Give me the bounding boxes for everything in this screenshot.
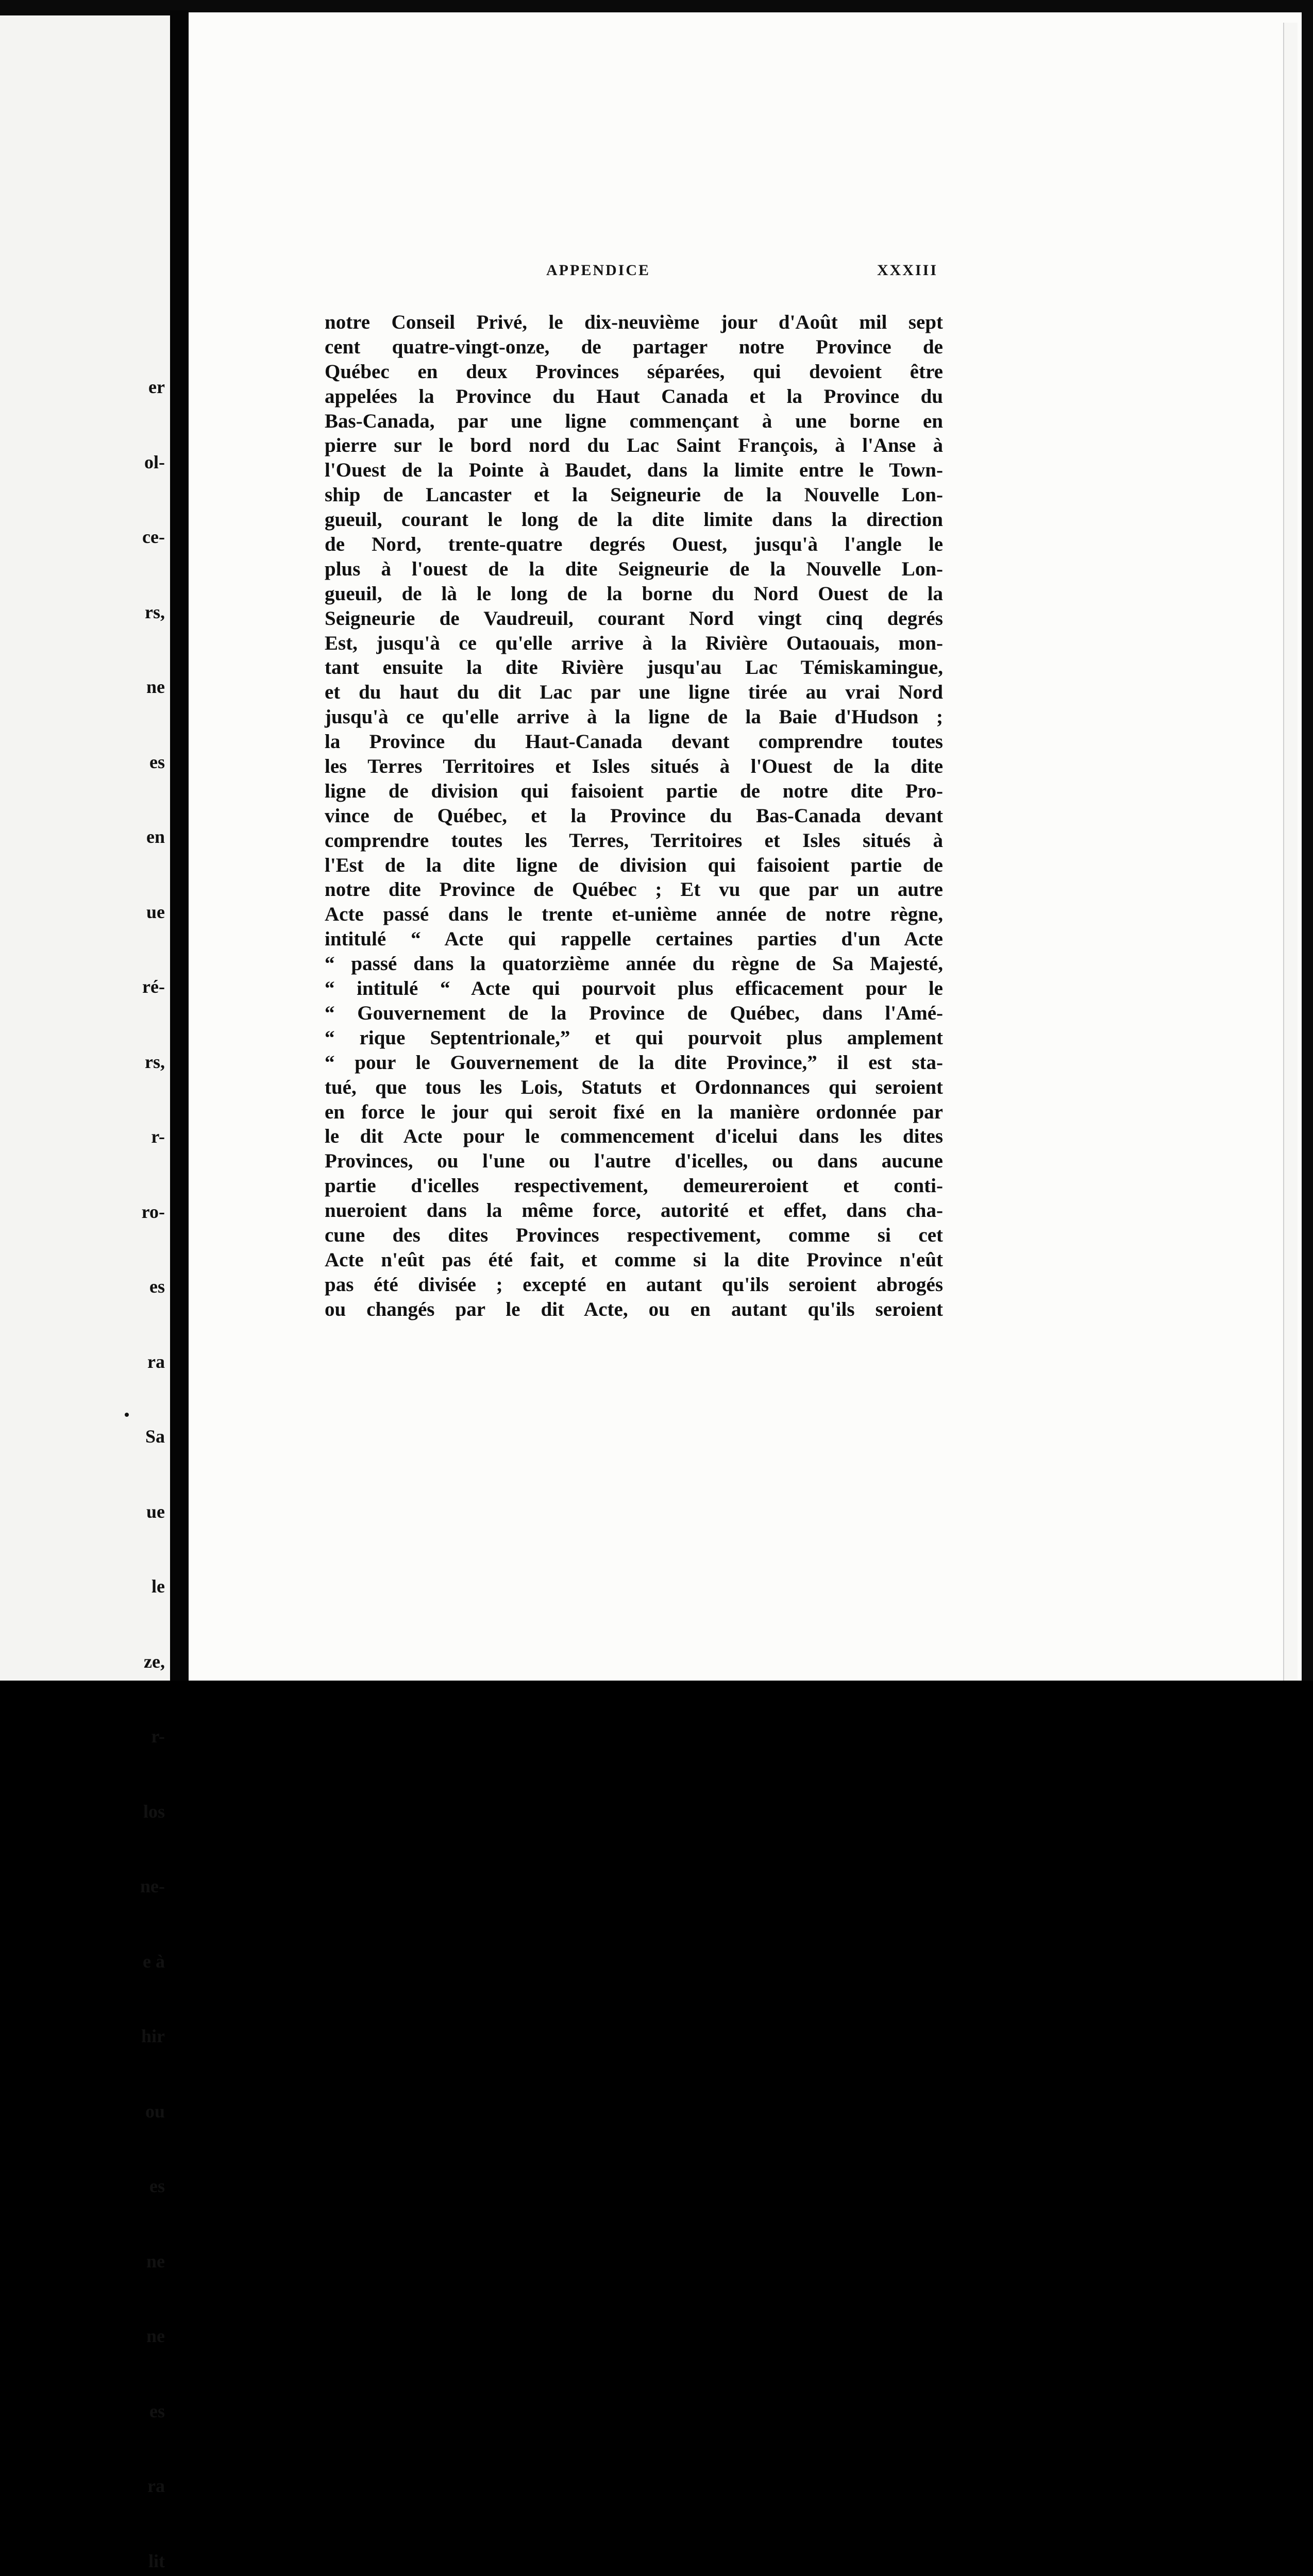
margin-fragment: ue — [146, 901, 165, 922]
text-line: Acte passé dans le trente et-unième année de notre règne, — [325, 903, 943, 926]
text-line: jusqu'à ce qu'elle arrive à la ligne de la Baie d'Hudson ; — [325, 706, 943, 728]
text-line: Est, jusqu'à ce qu'elle arrive à la Rivière Outaouais, mon- — [325, 632, 943, 654]
margin-fragment: e à — [143, 1951, 165, 1972]
margin-fragment: ra — [147, 1351, 165, 1372]
margin-fragment: ro- — [141, 1201, 165, 1222]
text-line: “ rique Septentrionale,” et qui pourvoit plus amplement — [325, 1026, 943, 1049]
text-line: gueuil, courant le long de la dite limite dans la direction — [325, 509, 943, 531]
text-line: tué, que tous les Lois, Statuts et Ordonnances qui seroient — [325, 1076, 943, 1098]
text-line: appelées la Province du Haut Canada et la Province du — [325, 385, 943, 408]
running-head-title: APPENDICE — [546, 262, 651, 279]
text-line: cent quatre-vingt-onze, de partager notre Province de — [325, 335, 943, 358]
text-line: Bas-Canada, par une ligne commençant à une borne en — [325, 410, 943, 432]
text-line: “ intitulé “ Acte qui pourvoit plus efficacement pour le — [325, 977, 943, 1000]
text-line: Provinces, ou l'une ou l'autre d'icelles, ou dans aucune — [325, 1150, 943, 1173]
text-line: ligne de division qui faisoient partie de notre dite Pro- — [325, 779, 943, 802]
page-edge-stack — [1283, 23, 1298, 1682]
text-line: et du haut du dit Lac par une ligne tirée au vrai Nord — [325, 681, 943, 704]
margin-fragment: le — [152, 1576, 165, 1597]
text-line: ship de Lancaster et la Seigneurie de la Nouvelle Lon- — [325, 484, 943, 506]
text-line: nueroient dans la même force, autorité et effet, dans cha- — [325, 1199, 943, 1222]
text-line: cune des dites Provinces respectivement, comme si cet — [325, 1224, 943, 1246]
margin-fragment: es — [149, 2400, 165, 2421]
text-line: “ pour le Gouvernement de la dite Province,” il est sta- — [325, 1051, 943, 1074]
running-head — [546, 262, 938, 287]
margin-fragment: ue — [146, 1501, 165, 1522]
margin-fragment: Sa — [145, 1426, 165, 1447]
left-page-margin-fragments — [103, 325, 165, 2576]
text-line: l'Ouest de la Pointe à Baudet, dans la limite entre le Town- — [325, 459, 943, 482]
text-line: en force le jour qui seroit fixé en la manière ordonnée par — [325, 1100, 943, 1123]
text-line: “ Gouvernement de la Province de Québec, dans l'Amé- — [325, 1002, 943, 1024]
margin-fragment: r- — [151, 1726, 165, 1747]
text-line: vince de Québec, et la Province du Bas-Canada devant — [325, 804, 943, 827]
text-line: partie d'icelles respectivement, demeureroient et conti- — [325, 1175, 943, 1197]
page-number: XXXIII — [877, 262, 938, 279]
margin-fragment: ne — [146, 2250, 165, 2272]
margin-fragment: rs, — [145, 1051, 165, 1072]
text-line: intitulé “ Acte qui rappelle certaines parties d'un Acte — [325, 928, 943, 951]
text-line: notre dite Province de Québec ; Et vu que par un autre — [325, 878, 943, 901]
margin-fragment: ce- — [142, 527, 165, 547]
text-line: Seigneurie de Vaudreuil, courant Nord vingt cinq degrés — [325, 607, 943, 630]
text-line: pierre sur le bord nord du Lac Saint François, à l'Anse à — [325, 434, 943, 457]
margin-fragment: los — [143, 1801, 165, 1822]
margin-fragment: ré- — [142, 976, 165, 997]
margin-fragment: en — [146, 826, 165, 847]
margin-fragment: es — [149, 2176, 165, 2196]
text-line: plus à l'ouest de la dite Seigneurie de la Nouvelle Lon- — [325, 557, 943, 580]
scan-bottom-border — [0, 1681, 1313, 1702]
ink-dot — [125, 1413, 129, 1417]
margin-fragment: ne — [146, 2326, 165, 2346]
text-line: les Terres Territoires et Isles situés à l'Ouest de la dite — [325, 755, 943, 778]
text-line: pas été divisée ; excepté en autant qu'ils seroient abrogés — [325, 1273, 943, 1296]
text-line: ou changés par le dit Acte, ou en autant qu'ils seroient — [325, 1298, 943, 1320]
margin-fragment: ol- — [144, 451, 165, 472]
margin-fragment: ne- — [140, 1876, 165, 1896]
body-text — [325, 310, 943, 1322]
margin-fragment: lit — [148, 2550, 165, 2571]
text-line: gueuil, de là le long de la borne du Nord Ouest de la — [325, 582, 943, 605]
margin-fragment: ne — [146, 676, 165, 697]
text-line: comprendre toutes les Terres, Territoires et Isles situés à — [325, 829, 943, 852]
text-line: le dit Acte pour le commencement d'icelui dans les dites — [325, 1125, 943, 1148]
margin-fragment: ze, — [144, 1651, 165, 1672]
left-page — [0, 15, 170, 2571]
margin-fragment: rs, — [145, 601, 165, 622]
margin-fragment: hir — [141, 2026, 165, 2046]
margin-fragment: er — [148, 377, 165, 397]
text-line: l'Est de la dite ligne de division qui faisoient partie de — [325, 854, 943, 876]
margin-fragment: ou — [145, 2100, 165, 2122]
text-line: “ passé dans la quatorzième année du règne de Sa Majesté, — [325, 953, 943, 975]
text-line: Acte n'eût pas été fait, et comme si la dite Province n'eût — [325, 1248, 943, 1271]
book-gutter — [170, 10, 189, 1695]
text-line: notre Conseil Privé, le dix-neuvième jour d'Août mil sept — [325, 311, 943, 333]
margin-fragment: es — [149, 1276, 165, 1297]
margin-fragment: r- — [151, 1126, 165, 1147]
text-line: la Province du Haut-Canada devant comprendre toutes — [325, 731, 943, 753]
text-line: de Nord, trente-quatre degrés Ouest, jusqu'à l'angle le — [325, 533, 943, 556]
margin-fragment: ra — [147, 2476, 165, 2496]
text-line: tant ensuite la dite Rivière jusqu'au Lac Témiskamingue, — [325, 656, 943, 679]
text-line: Québec en deux Provinces séparées, qui devoient être — [325, 360, 943, 383]
margin-fragment: es — [149, 751, 165, 772]
